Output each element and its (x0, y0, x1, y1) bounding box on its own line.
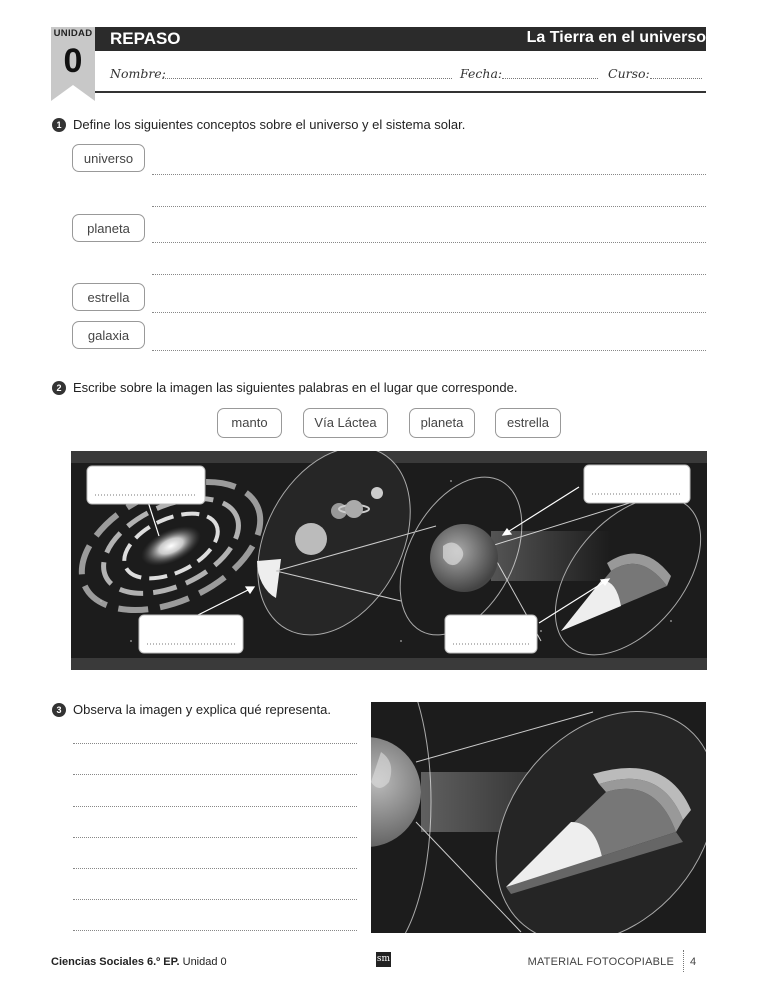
word-manto: manto (217, 408, 282, 438)
header-underline (95, 91, 706, 93)
q3-answer-line-6[interactable] (73, 899, 357, 900)
footer-book-bold: Ciencias Sociales 6.º EP. (51, 956, 180, 968)
answer-line-universo-1[interactable] (152, 174, 706, 175)
section-title: REPASO (110, 29, 181, 48)
footer-book-unit: Unidad 0 (179, 956, 227, 968)
q3-answer-line-4[interactable] (73, 837, 357, 838)
footer-book-title (51, 956, 227, 968)
unit-tab-notch (51, 85, 95, 101)
q3-answer-line-7[interactable] (73, 930, 357, 931)
answer-line-planeta-1[interactable] (152, 242, 706, 243)
unit-number: 0 (63, 42, 83, 80)
question-3-text: Observa la imagen y explica qué representa. (73, 702, 331, 717)
q3-answer-line-2[interactable] (73, 774, 357, 775)
unit-label: UNIDAD (53, 28, 93, 39)
course-label: Curso: (608, 66, 650, 81)
word-planeta: planeta (409, 408, 475, 438)
question-3-number-icon: 3 (52, 703, 66, 717)
q3-answer-line-1[interactable] (73, 743, 357, 744)
name-label: Nombre: (110, 66, 166, 81)
word-via-lactea: Vía Láctea (303, 408, 388, 438)
date-field[interactable] (502, 78, 598, 79)
earth-layers-illustration (371, 702, 706, 933)
course-field[interactable] (650, 78, 702, 79)
date-label: Fecha: (460, 66, 503, 81)
answer-line-planeta-2[interactable] (152, 274, 706, 275)
q3-answer-line-3[interactable] (73, 806, 357, 807)
term-planeta: planeta (72, 214, 145, 242)
question-1-number-icon: 1 (52, 118, 66, 132)
name-field[interactable] (162, 78, 452, 79)
answer-line-galaxia[interactable] (152, 350, 706, 351)
question-1-text: Define los siguientes conceptos sobre el universo y el sistema solar. (73, 117, 466, 132)
answer-line-universo-2[interactable] (152, 206, 706, 207)
footer-material: MATERIAL FOTOCOPIABLE (527, 956, 674, 968)
term-galaxia: galaxia (72, 321, 145, 349)
page-number: 4 (690, 956, 697, 968)
label-box-2 (139, 615, 243, 653)
q3-answer-line-5[interactable] (73, 868, 357, 869)
answer-line-estrella[interactable] (152, 312, 706, 313)
question-2-text: Escribe sobre la imagen las siguientes palabras en el lugar que corresponde. (73, 380, 518, 395)
universe-scale-illustration (71, 451, 707, 670)
topic-title: La Tierra en el universo (526, 29, 706, 46)
term-universo: universo (72, 144, 145, 172)
sm-logo-icon: sm (376, 952, 391, 967)
term-estrella: estrella (72, 283, 145, 311)
question-2-number-icon: 2 (52, 381, 66, 395)
label-box-3 (445, 615, 537, 653)
label-box-1 (87, 466, 205, 504)
label-box-4 (584, 465, 690, 503)
word-estrella: estrella (495, 408, 561, 438)
footer-separator (683, 950, 684, 972)
